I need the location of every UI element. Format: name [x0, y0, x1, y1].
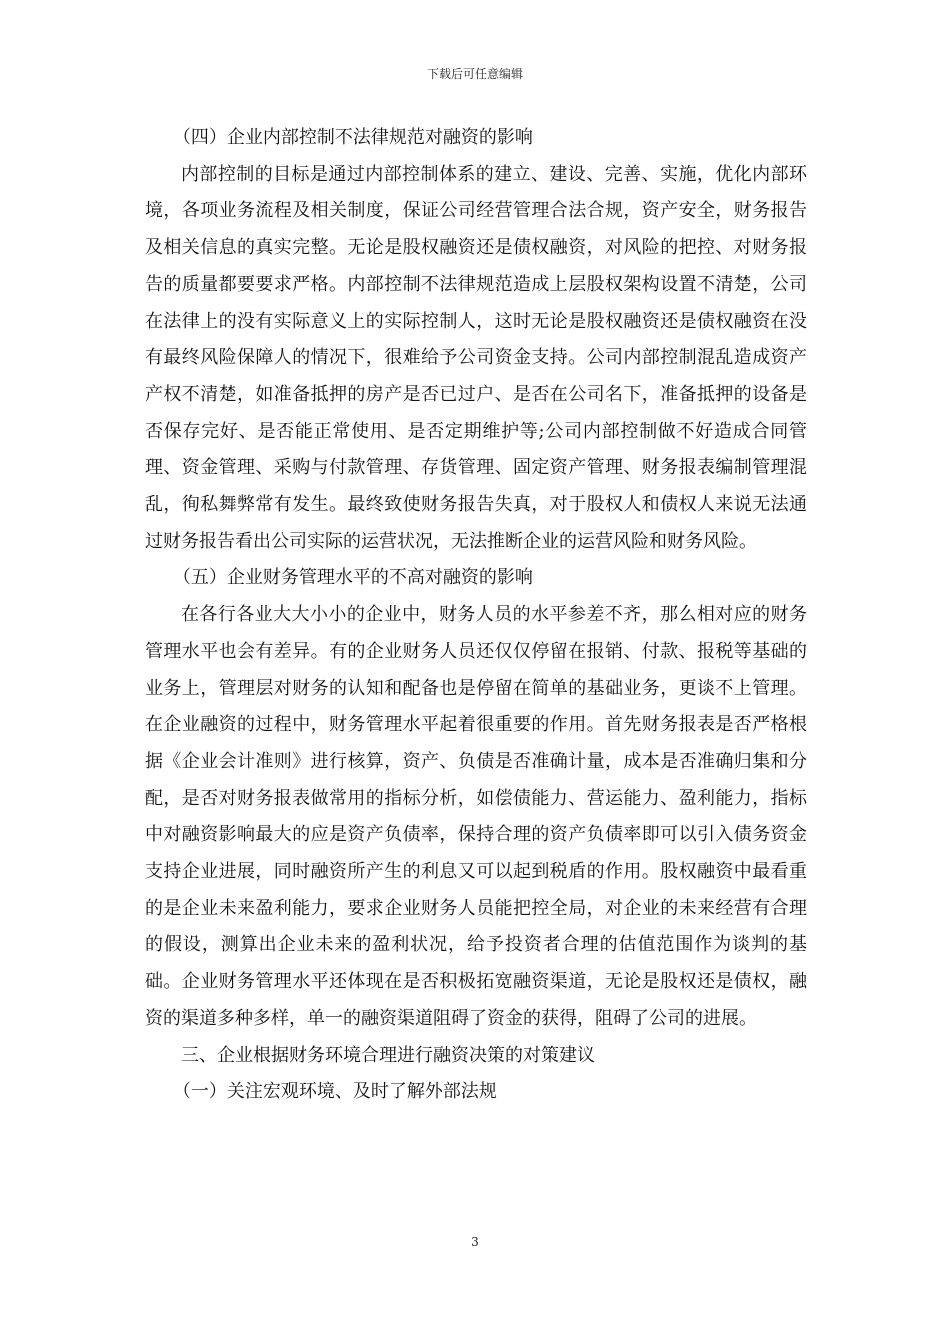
body-paragraph-financial-management: 在各行各业大大小小的企业中，财务人员的水平参差不齐，那么相对应的财务管理水平也会有差异。有的企业财务人员还仅仅停留在报销、付款、报税等基础的业务上，管理层对财务的认知和配备也是停留在简单的基础业务，更谈不上管理。在企业融资的过程中，财务管理水平起着很重要的作用。首先财务报表是否严格根据《企业会计准则》进行核算，资产、负债是否准确计量，成本是否准确归集和分配，是否对财务报表做常用的指标分析，如偿债能力、营运能力、盈利能力，指标中对融资影响最大的应是资产负债率，保持合理的资产负债率即可以引入债务资金支持企业进展，同时融资所产生的利息又可以起到税盾的作用。股权融资中最看重的是企业未来盈利能力，要求企业财务人员能把控全局，对企业的未来经营有合理的假设，测算出企业未来的盈利状况，给予投资者合理的估值范围作为谈判的基础。企业财务管理水平还体现在是否积极拓宽融资渠道，无论是股权还是债权，融资的渠道多种多样，单一的融资渠道阻碍了资金的获得，阻碍了公司的进展。 [145, 604, 807, 1029]
chapter-heading-3: 三、企业根据财务环境合理进行融资决策的对策建议 [181, 1044, 595, 1066]
document-body [145, 120, 807, 1111]
page-header: 下载后可任意编辑 [426, 67, 523, 81]
section-heading-1: （一）关注宏观环境、及时了解外部法规 [172, 1081, 497, 1103]
section-heading-5: （五）企业财务管理水平的不高对融资的影响 [172, 567, 533, 589]
page-number: 3 [471, 1235, 479, 1249]
body-paragraph-internal-control: 内部控制的目标是通过内部控制体系的建立、建设、完善、实施，优化内部环境，各项业务流程及相关制度，保证公司经营管理合法合规，资产安全，财务报告及相关信息的真实完整。无论是股权融资还是债权融资，对风险的把控、对财务报告的质量都要要求严格。内部控制不法律规范造成上层股权架构设置不清楚，公司在法律上的没有实际意义上的实际控制人，这时无论是股权融资还是债权融资在没有最终风险保障人的情况下，很难给予公司资金支持。公司内部控制混乱造成资产产权不清楚，如准备抵押的房产是否已过户、是否在公司名下，准备抵押的设备是否保存完好、是否能正常使用、是否定期维护等;公司内部控制做不好造成合同管理、资金管理、采购与付款管理、存货管理、固定资产管理、财务报表编制管理混乱，徇私舞弊常有发生。最终致使财务报告失真，对于股权人和债权人来说无法通过财务报告看出公司实际的运营状况，无法推断企业的运营风险和财务风险。 [145, 163, 807, 552]
section-heading-4: （四）企业内部控制不法律规范对融资的影响 [172, 127, 533, 148]
